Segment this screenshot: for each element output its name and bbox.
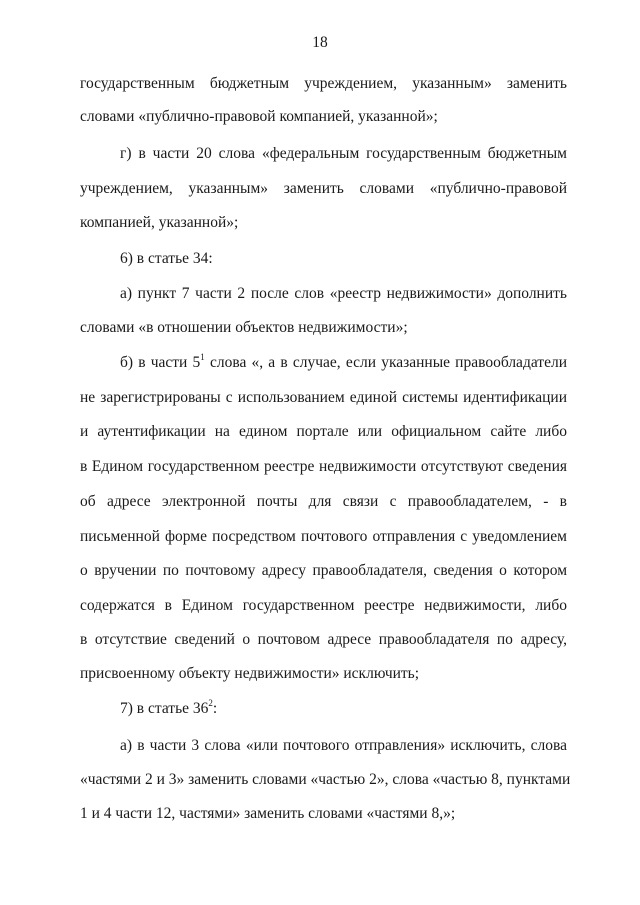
text-line: в Едином государственном реестре недвижимости отсутствуют сведения bbox=[80, 458, 567, 475]
text-line: письменной форме посредством почтового отправления с уведомлением bbox=[80, 528, 567, 545]
text-line: о вручении по почтовому адресу правообладателя, сведения о котором bbox=[80, 562, 567, 579]
page-number: 18 bbox=[312, 34, 328, 51]
text-segment: слова «, а в случае, если указанные правообладатели bbox=[204, 354, 567, 371]
text-line: не зарегистрированы с использованием единой системы идентификации bbox=[80, 389, 567, 406]
text-segment: б) в части 5 bbox=[120, 354, 201, 371]
text-segment: : bbox=[212, 700, 218, 717]
text-line: содержатся в Едином государственном реестре недвижимости, либо bbox=[80, 597, 567, 614]
text-line: в отсутствие сведений о почтовом адресе правообладателя по адресу, bbox=[80, 631, 567, 648]
superscript: 2 bbox=[208, 697, 213, 708]
text-line: присвоенному объекту недвижимости» исключить; bbox=[80, 665, 420, 682]
text-line: «частями 2 и 3» заменить словами «частью 2», слова «частью 8, пунктами bbox=[80, 771, 571, 788]
text-line: об адресе электронной почты для связи с правообладателем, - в bbox=[80, 493, 567, 510]
text-line: а) в части 3 слова «или почтового отправления» исключить, слова bbox=[120, 737, 567, 754]
text-line: компанией, указанной»; bbox=[80, 214, 239, 231]
text-line: а) пункт 7 части 2 после слов «реестр недвижимости» дополнить bbox=[120, 285, 567, 302]
text-line: 1 и 4 части 12, частями» заменить словами «частями 8,»; bbox=[80, 805, 456, 822]
text-line bbox=[120, 699, 567, 719]
text-line: учреждением, указанным» заменить словами «публично-правовой bbox=[80, 180, 567, 197]
text-line: словами «в отношении объектов недвижимости»; bbox=[80, 319, 408, 336]
superscript: 1 bbox=[200, 351, 205, 362]
text-line: государственным бюджетным учреждением, указанным» заменить bbox=[80, 75, 567, 92]
text-line: 6) в статье 34: bbox=[120, 250, 213, 267]
text-line: г) в части 20 слова «федеральным государственным бюджетным bbox=[120, 145, 567, 162]
text-line bbox=[120, 353, 567, 373]
text-line: и аутентификации на едином портале или официальном сайте либо bbox=[80, 423, 567, 440]
text-line: словами «публично-правовой компанией, указанной»; bbox=[80, 108, 438, 125]
text-segment: 7) в статье 36 bbox=[120, 700, 209, 717]
